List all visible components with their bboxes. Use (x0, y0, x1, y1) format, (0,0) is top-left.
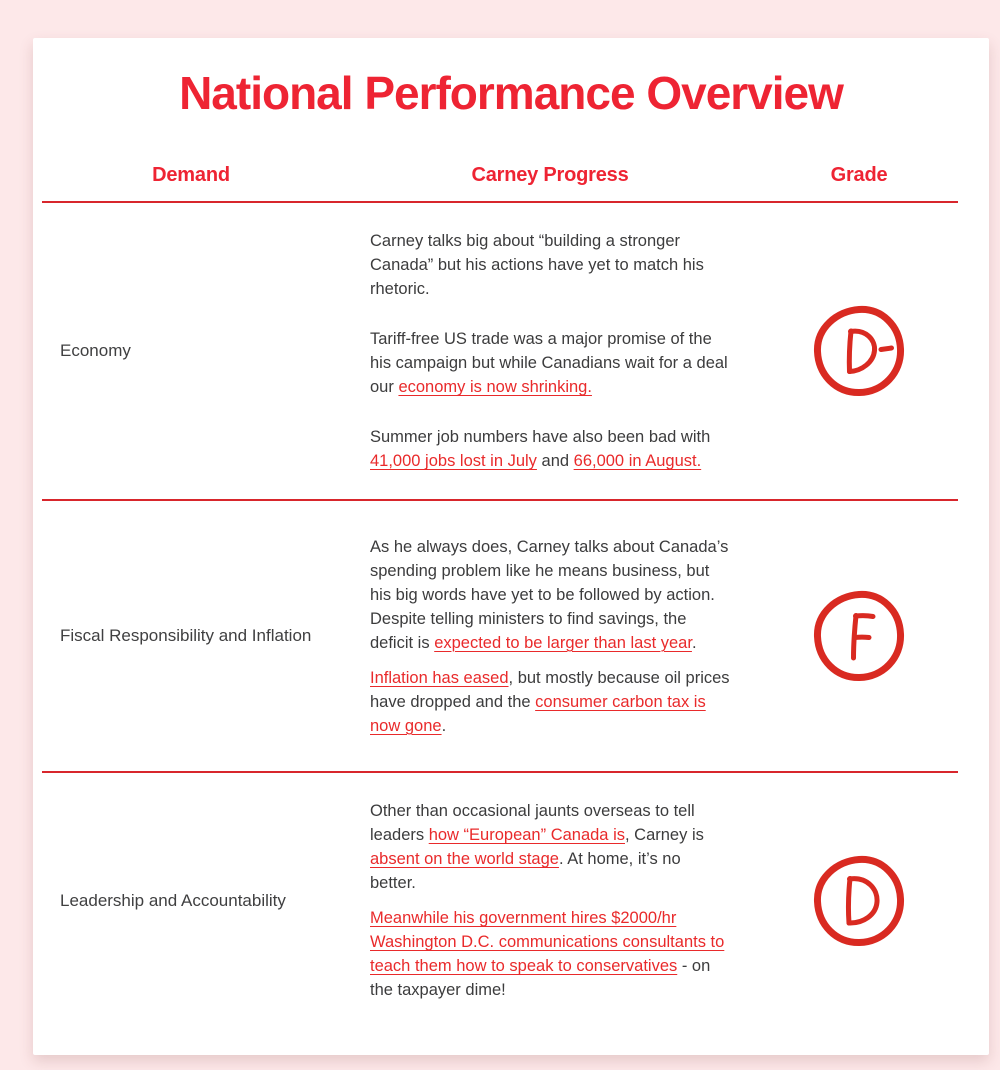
demand-cell: Fiscal Responsibility and Inflation (60, 626, 312, 646)
text-run: , but mostly because oil prices have dropped and the (370, 668, 730, 711)
page-title: National Performance Overview (179, 67, 843, 119)
grade-cell (760, 301, 958, 401)
text-run: and (536, 452, 574, 471)
grade-F-badge-icon (809, 586, 909, 686)
inline-link[interactable]: how “European” Canada is (428, 826, 625, 845)
table-body (42, 203, 958, 1028)
progress-paragraph (370, 229, 730, 301)
column-header-grade: Grade (830, 164, 888, 187)
text-run: . (691, 633, 697, 652)
inline-link[interactable]: Inflation has eased (370, 668, 509, 687)
progress-paragraph (370, 425, 730, 473)
text-run: As he always does, Carney talks about Canada’s spending problem like he means business, but his big words have yet to be followed by action. Despite telling ministers to find savings, the deficit is (370, 537, 729, 652)
inline-link[interactable]: absent on the world stage (370, 850, 559, 869)
progress-paragraph (370, 535, 730, 655)
progress-paragraph (370, 327, 730, 399)
progress-cell (340, 203, 760, 499)
progress-cell (340, 509, 760, 764)
text-run: Other than occasional jaunts overseas to tell leaders (370, 802, 695, 845)
grade-D-badge-icon (809, 851, 909, 951)
progress-paragraph (370, 666, 730, 738)
table-row (42, 203, 958, 501)
performance-table (42, 164, 958, 1028)
progress-paragraph (370, 799, 730, 895)
grade-cell (760, 586, 958, 686)
table-row (42, 501, 958, 773)
grade-D--badge-icon (809, 301, 909, 401)
progress-paragraph (370, 906, 730, 1002)
inline-link[interactable]: Meanwhile his government hires $2000/hr Washington D.C. communications consultants to teach them how to speak to conservatives (370, 909, 725, 976)
inline-link[interactable]: expected to be larger than last year (434, 633, 692, 652)
demand-cell: Leadership and Accountability (60, 890, 286, 910)
text-run: . (441, 716, 447, 735)
text-run: Tariff-free US trade was a major promise of the his campaign but while Canadians wait for a deal our (370, 330, 728, 397)
inline-link[interactable]: economy is now shrinking. (398, 378, 592, 397)
inline-link[interactable]: 41,000 jobs lost in July (370, 452, 537, 471)
column-header-progress: Carney Progress (471, 164, 629, 187)
progress-cell (340, 773, 760, 1028)
inline-link[interactable]: consumer carbon tax is now gone (370, 692, 706, 735)
report-card (33, 38, 989, 1055)
text-run: - on the taxpayer dime! (370, 957, 711, 1000)
column-header-demand: Demand (152, 164, 230, 187)
text-run: Summer job numbers have also been bad with (370, 428, 711, 447)
inline-link[interactable]: 66,000 in August. (573, 452, 702, 471)
grade-cell (760, 851, 958, 951)
text-run: Carney talks big about “building a stronger Canada” but his actions have yet to match his rhetoric. (370, 232, 704, 299)
table-row (42, 773, 958, 1028)
demand-cell: Economy (60, 341, 131, 361)
text-run: , Carney is (625, 826, 704, 845)
table-header-row (42, 164, 958, 203)
text-run: . At home, it’s no better. (370, 850, 681, 893)
